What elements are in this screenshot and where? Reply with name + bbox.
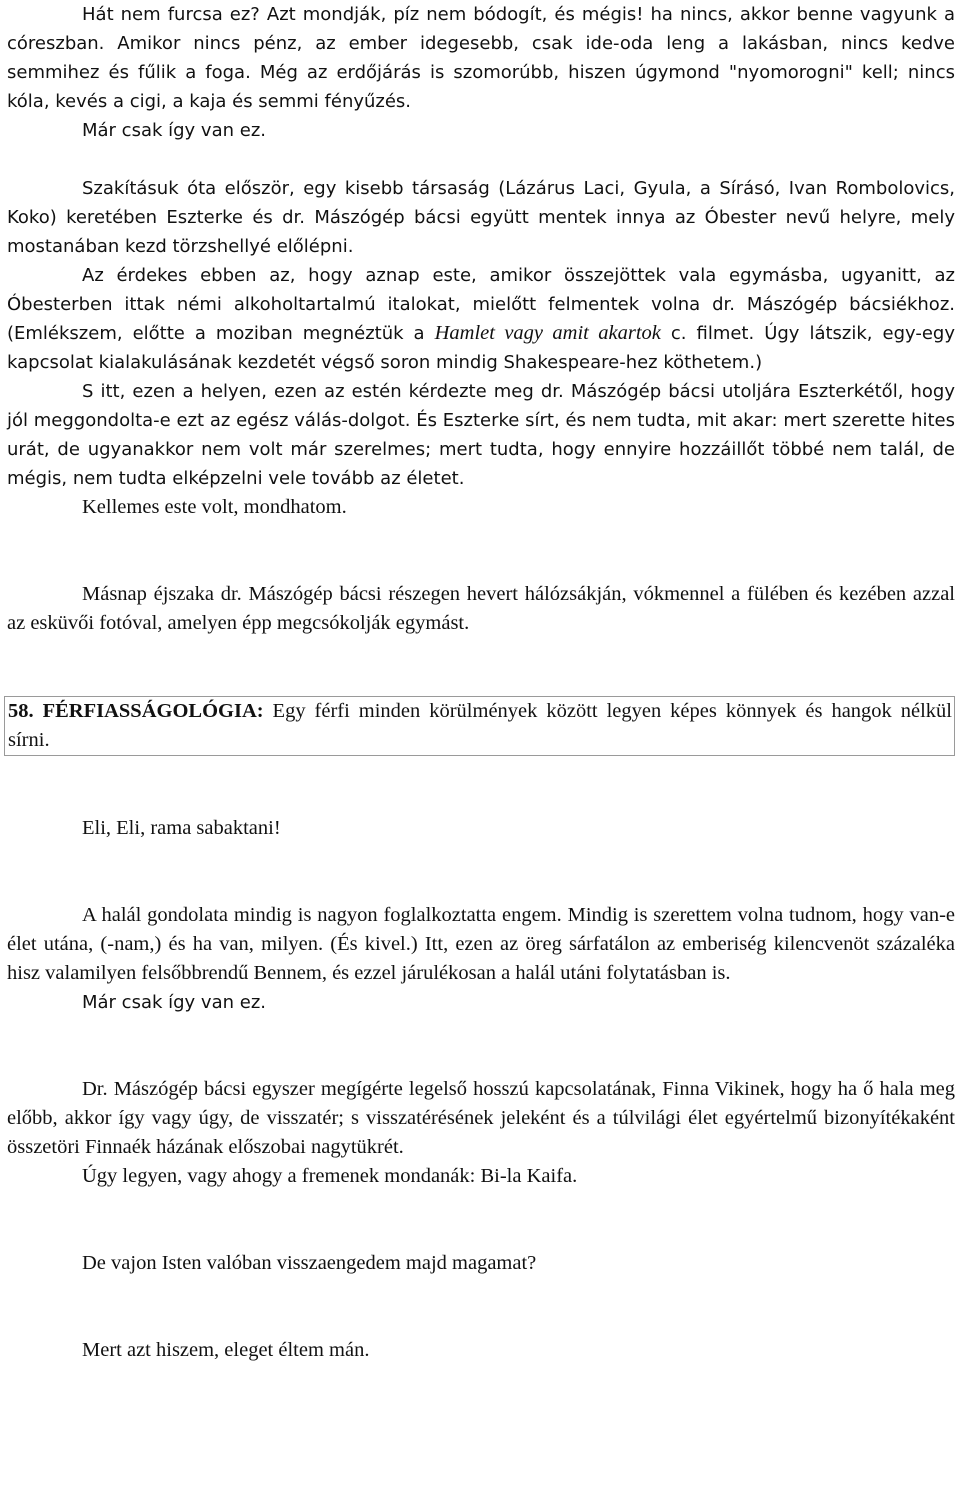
spacer [7, 522, 955, 580]
paragraph-obester-text-a: Az érdekes ebben az, hogy aznap este, amikor összejöttek vala egymásba, ugyanitt, az Óbesterben ittak némi alkoholtartalmú italokat, mielőtt felmentek volna dr. Mászógép bácsiékhoz. (Emlékszem, előtte a moziban megnéztük a [7, 265, 955, 344]
paragraph-question: S itt, ezen a helyen, ezen az estén kérdezte meg dr. Mászógép bácsi utoljára Eszterkétől, hogy jól meggondolta-e ezt az egész válás-dolgot. És Eszterke sírt, és nem tudta, mit akar: mert szerette hites urát, de ugyanakkor nem volt már szerelmes; mert tudta, hogy ennyire hozzáillőt többé nem talál, de mégis, nem tudta elképzelni vele tovább az életet. [7, 381, 955, 489]
definition-text: Egy férfi minden körülmények között legyen képes könnyek és hangok nélkül sírni. [8, 700, 952, 751]
paragraph-next-night: Másnap éjszaka dr. Mászógép bácsi részegen hevert hálózsákján, vókmennel a fülében és kezében azzal az esküvői fotóval, amelyen épp megcsókolják egymást. [7, 583, 955, 634]
document-page [7, 0, 955, 1365]
definition-box [4, 696, 955, 756]
paragraph-obester [7, 261, 955, 377]
paragraph-obester-text-b: c. filmet. Úgy látszik, egy-egy kapcsolat kialakulásának kezdetét végső soron mindig Shakespeare-hez köthetem.) [7, 323, 955, 373]
spacer [7, 756, 955, 814]
paragraph-money-text: Hát nem furcsa ez? Azt mondják, píz nem bódogít, és mégis! ha nincs, akkor benne vagyunk a córeszban. Amikor nincs pénz, az ember idegesebb, csak ide-oda leng a lakásban, nincs kedve semmihez és fűlik a foga. Még az erdőjárás is szomorúbb, hiszen úgymond "nyomorogni" kell; nincs kóla, kevés a cigi, a kaja és semmi fényűzés. [7, 4, 955, 112]
paragraph-money [7, 0, 955, 116]
closing-line-3: Úgy legyen, vagy ahogy a fremenek mondanák: Bi-la Kaifa. [82, 1165, 578, 1187]
definition-number: 58. [8, 700, 34, 722]
film-title: Hamlet vagy amit akartok [434, 322, 661, 344]
spacer [7, 1278, 955, 1336]
spacer [7, 145, 955, 174]
paragraph-promise: Dr. Mászógép bácsi egyszer megígérte legelső hosszú kapcsolatának, Finna Vikinek, hogy ha ő hala meg előbb, akkor így vagy úgy, de visszatér; s visszatérésének jeleként és a túlvilági élet egyértelmű bizonyítékaként összetöri Finnaék házának előszobai nagytükrét. [7, 1078, 955, 1158]
paragraph-evening: Kellemes este volt, mondhatom. [82, 496, 347, 518]
final-line: Mert azt hiszem, eleget éltem mán. [82, 1339, 370, 1361]
spacer [7, 1017, 955, 1075]
closing-line-1: Már csak így van ez. [82, 120, 266, 141]
definition-term: FÉRFIASSÁGOLÓGIA: [42, 700, 264, 722]
spacer [7, 638, 955, 696]
spacer [7, 843, 955, 901]
paragraph-death: A halál gondolata mindig is nagyon foglalkoztatta engem. Mindig is szerettem volna tudnom, hogy van-e élet utána, (-nam,) és ha van, milyen. (És kivel.) Itt, ezen az öreg sárfatálon az emberiség kilencvenöt százaléka hisz valamilyen felsőbbrendű Bennem, és ezzel járulékosan a halál utáni folytatásban is. [7, 904, 955, 984]
closing-line-2: Már csak így van ez. [82, 992, 266, 1013]
question-line: De vajon Isten valóban visszaengedem majd magamat? [82, 1252, 537, 1274]
spacer [7, 1191, 955, 1249]
quote-line: Eli, Eli, rama sabaktani! [82, 817, 281, 839]
paragraph-breakup: Szakításuk óta először, egy kisebb társaság (Lázárus Laci, Gyula, a Sírásó, Ivan Rombolovics, Koko) keretében Eszterke és dr. Mászógép bácsi együtt mentek innya az Óbester nevű helyre, mely mostanában kezd törzshellyé előlépni. [7, 178, 955, 257]
